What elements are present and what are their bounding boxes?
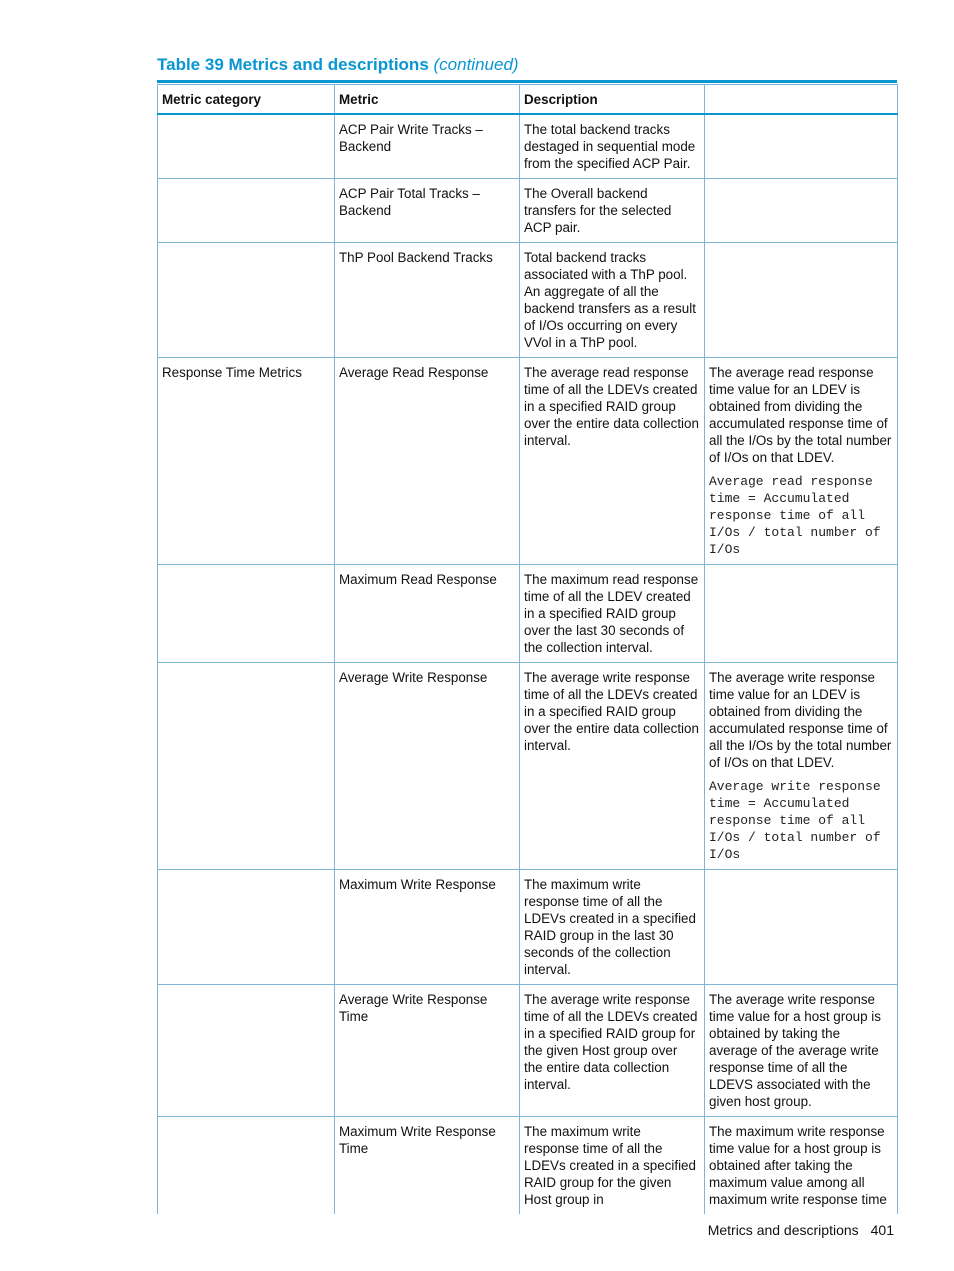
description-cell-text: Total backend tracks associated with a ThP pool. An aggregate of all the backend transfers as a result of I/Os occurring on every VVol in a ThP pool. [524, 250, 696, 350]
description-cell-text: The average read response time of all the LDEVs created in a specified RAID group over the entire data collection interval. [524, 365, 699, 448]
table-row [158, 870, 898, 985]
metric-cell [335, 870, 520, 985]
metric-cell [335, 114, 520, 179]
metric-category-cell [158, 243, 335, 358]
metric-category-cell [158, 1117, 335, 1215]
metric-cell-text: ACP Pair Write Tracks – Backend [339, 122, 483, 154]
detail-cell [705, 1117, 898, 1215]
page-footer [708, 1222, 894, 1238]
detail-cell [705, 870, 898, 985]
metric-category-cell-text: Response Time Metrics [162, 365, 302, 380]
metric-cell-text: ACP Pair Total Tracks – Backend [339, 186, 480, 218]
description-cell [520, 1117, 705, 1215]
table-continued: (continued) [433, 55, 519, 74]
description-cell [520, 985, 705, 1117]
metric-category-cell [158, 114, 335, 179]
header-metric-category: Metric category [158, 85, 335, 115]
description-cell [520, 870, 705, 985]
detail-cell [705, 358, 898, 565]
metrics-table [157, 84, 898, 1214]
table-row [158, 179, 898, 243]
description-cell [520, 663, 705, 870]
table-header-row [158, 85, 898, 115]
table-row [158, 663, 898, 870]
table-title: Table 39 Metrics and descriptions [157, 55, 429, 74]
metric-category-cell [158, 870, 335, 985]
metric-category-cell [158, 663, 335, 870]
metric-cell [335, 358, 520, 565]
metric-category-cell [158, 179, 335, 243]
metric-category-cell [158, 565, 335, 663]
description-cell-text: The average write response time of all the LDEVs created in a specified RAID group for the given Host group over the entire data collection interval. [524, 992, 698, 1092]
detail-cell-text: The average read response time value for an LDEV is obtained from dividing the accumulated response time of all the I/Os by the total number of I/Os on that LDEV. [709, 365, 892, 465]
detail-cell [705, 179, 898, 243]
metric-cell-text: Maximum Write Response [339, 877, 496, 892]
description-cell [520, 565, 705, 663]
header-description: Description [520, 85, 705, 115]
table-top-rule [157, 80, 897, 83]
detail-cell-text: The average write response time value for an LDEV is obtained from dividing the accumulated response time of all the I/Os by the total number of I/Os on that LDEV. [709, 670, 892, 770]
description-cell [520, 243, 705, 358]
description-cell-text: The maximum write response time of all the LDEVs created in a specified RAID group in the last 30 seconds of the collection interval. [524, 877, 696, 977]
detail-cell-text: The maximum write response time value for a host group is obtained after taking the maximum value among all maximum write response time [709, 1124, 887, 1207]
description-cell [520, 114, 705, 179]
metric-cell [335, 985, 520, 1117]
description-cell-text: The Overall backend transfers for the selected ACP pair. [524, 186, 672, 235]
footer-section-title: Metrics and descriptions [707, 1222, 859, 1238]
table-row [158, 358, 898, 565]
detail-cell [705, 565, 898, 663]
table-row [158, 565, 898, 663]
metric-cell-text: Average Write Response [339, 670, 488, 685]
metric-cell-text: Maximum Read Response [339, 572, 497, 587]
header-blank [705, 85, 898, 115]
description-cell [520, 358, 705, 565]
table-row [158, 1117, 898, 1215]
formula-text: Average write response time = Accumulated response time of all I/Os / total number of I/Os [709, 779, 881, 862]
detail-cell [705, 243, 898, 358]
formula-text: Average read response time = Accumulated response time of all I/Os / total number of I/Os [709, 474, 881, 557]
metric-cell-text: Average Read Response [339, 365, 489, 380]
detail-cell [705, 985, 898, 1117]
description-cell-text: The maximum write response time of all the LDEVs created in a specified RAID group for the given Host group in [524, 1124, 696, 1207]
table-row [158, 114, 898, 179]
table-row [158, 985, 898, 1117]
detail-cell [705, 663, 898, 870]
metric-cell [335, 565, 520, 663]
description-cell-text: The maximum read response time of all the LDEV created in a specified RAID group over the last 30 seconds of the collection interval. [524, 572, 699, 655]
description-cell [520, 179, 705, 243]
metric-cell-text: Maximum Write Response Time [339, 1124, 496, 1156]
metric-cell [335, 1117, 520, 1215]
description-cell-text: The total backend tracks destaged in sequential mode from the specified ACP Pair. [524, 122, 696, 171]
detail-cell [705, 114, 898, 179]
table-caption [157, 55, 519, 75]
metric-category-cell [158, 985, 335, 1117]
metric-category-cell [158, 358, 335, 565]
metric-cell-text: ThP Pool Backend Tracks [339, 250, 493, 265]
page-number: 401 [870, 1222, 894, 1238]
header-metric: Metric [335, 85, 520, 115]
metric-cell [335, 179, 520, 243]
description-cell-text: The average write response time of all the LDEVs created in a specified RAID group over the entire data collection interval. [524, 670, 699, 753]
metric-cell [335, 663, 520, 870]
metric-cell [335, 243, 520, 358]
detail-cell-text: The average write response time value for a host group is obtained by taking the average of the average write response time of all the LDEVS associated with the given host group. [709, 992, 881, 1109]
table-row [158, 243, 898, 358]
metric-cell-text: Average Write Response Time [339, 992, 488, 1024]
